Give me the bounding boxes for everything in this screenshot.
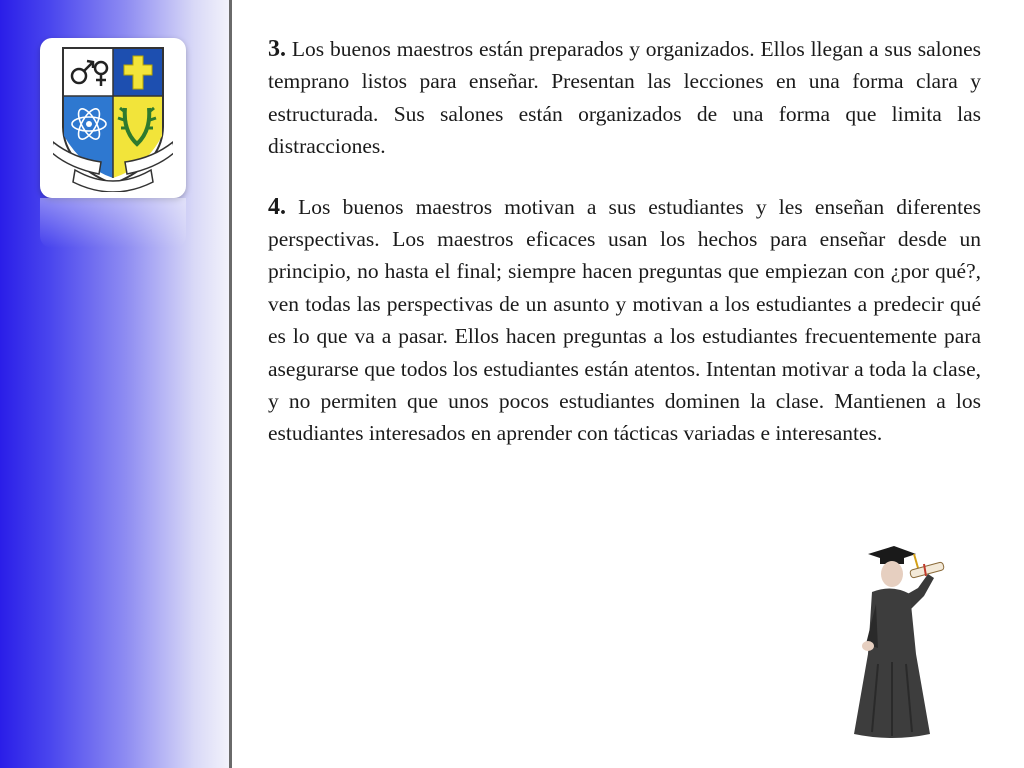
paragraph-3: [268, 33, 981, 163]
paragraph-text: Los buenos maestros motivan a sus estudiantes y les enseñan diferentes perspectivas. Los maestros eficaces usan los hechos para enseñar desde un principio, no hasta el final; siempre hacen preguntas que empiezan con ¿por qué?, ven todas las perspectivas de un asunto y motivan a los estudiantes a predecir qué es lo que va a pasar. Ellos hacen preguntas a los estudiantes frecuentemente para asegurarse que todos los estudiantes están atentos. Intentan motivar a toda la clase, y no permiten que unos pocos estudiantes dominen la clase. Mantienen a los estudiantes interesados en aprender con tácticas variadas e interesantes.: [268, 194, 982, 446]
paragraph-4: [268, 191, 981, 450]
paragraph-number: 4.: [268, 193, 286, 220]
sidebar-divider: [229, 0, 232, 768]
main-content: [268, 33, 981, 478]
school-logo: [40, 38, 186, 198]
school-crest-icon: [53, 46, 173, 192]
logo-reflection: [40, 198, 186, 248]
paragraph-text: Los buenos maestros están preparados y organizados. Ellos llegan a sus salones temprano listos para enseñar. Presentan las lecciones en una forma clara y estructurada. Sus salones están organizados de una forma que limita las distracciones.: [268, 37, 981, 159]
paragraph-number: 3.: [268, 36, 286, 62]
graduate-with-diploma-icon: [838, 544, 950, 744]
